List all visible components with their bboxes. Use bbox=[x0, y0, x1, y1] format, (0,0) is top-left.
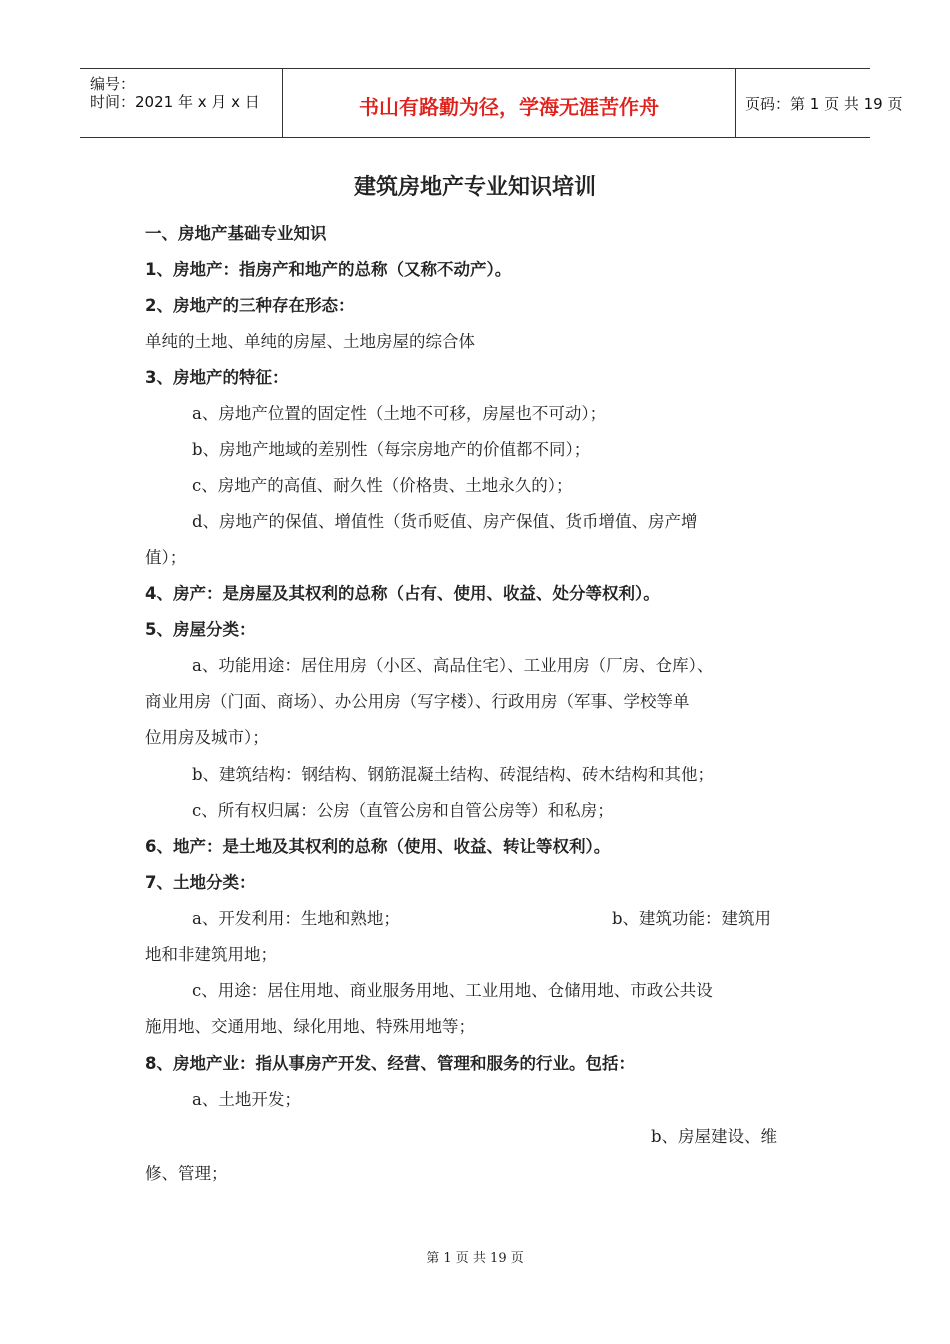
list-item-continuation: 值）； bbox=[145, 548, 187, 567]
list-item: b、房地产地域的差别性（每宗房地产的价值都不同）； bbox=[192, 440, 591, 459]
list-item-continuation: 地和非建筑用地； bbox=[145, 945, 277, 964]
number-label: 编号： bbox=[90, 75, 136, 93]
paragraph-line: 6、地产：是土地及其权利的总称（使用、收益、转让等权利）。 bbox=[145, 837, 611, 856]
header-left-cell bbox=[80, 69, 282, 137]
section-heading: 一、房地产基础专业知识 bbox=[145, 224, 327, 243]
list-item-continuation: 修、管理； bbox=[145, 1164, 228, 1183]
header-motto-cell bbox=[282, 69, 736, 137]
paragraph-line: 4、房产：是房屋及其权利的总称（占有、使用、收益、处分等权利）。 bbox=[145, 584, 660, 603]
list-item: a、功能用途：居住用房（小区、高品住宅）、工业用房（厂房、仓库）、 bbox=[192, 656, 714, 675]
list-item: a、房地产位置的固定性（土地不可移，房屋也不可动）； bbox=[192, 404, 607, 423]
header-page-cell bbox=[735, 69, 903, 137]
paragraph-line: 3、房地产的特征： bbox=[145, 368, 289, 387]
paragraph-line: 1、房地产：指房产和地产的总称（又称不动产）。 bbox=[145, 260, 512, 279]
list-item: d、房地产的保值、增值性（货币贬值、房产保值、货币增值、房产增 bbox=[192, 512, 698, 531]
list-item-continuation: 位用房及城市）； bbox=[145, 728, 269, 747]
list-item: a、土地开发； bbox=[192, 1090, 301, 1109]
page-footer: 第 1 页 共 19 页 bbox=[426, 1251, 524, 1266]
list-item: b、房屋建设、维 bbox=[651, 1127, 778, 1146]
page-info: 页码：第 1 页 共 19 页 bbox=[745, 95, 903, 113]
paragraph-line: 5、房屋分类： bbox=[145, 620, 256, 639]
time-label: 时间：2021 年 x 月 x 日 bbox=[90, 93, 260, 111]
list-item: c、房地产的高值、耐久性（价格贵、土地永久的）； bbox=[192, 476, 573, 495]
header-table bbox=[80, 68, 903, 138]
paragraph-line: 2、房地产的三种存在形态： bbox=[145, 296, 355, 315]
motto-text: 书山有路勤为径，学海无涯苦作舟 bbox=[359, 95, 659, 119]
list-item-continuation: 商业用房（门面、商场）、办公用房（写字楼）、行政用房（军事、学校等单 bbox=[145, 692, 690, 711]
list-item-continuation: 施用地、交通用地、绿化用地、特殊用地等； bbox=[145, 1017, 475, 1036]
list-item: c、所有权归属：公房（直管公房和自管公房等）和私房； bbox=[192, 801, 614, 820]
list-item: b、建筑结构：钢结构、钢筋混凝土结构、砖混结构、砖木结构和其他； bbox=[192, 765, 715, 784]
list-item: b、建筑功能：建筑用 bbox=[612, 909, 772, 928]
paragraph-line: 7、土地分类： bbox=[145, 873, 256, 892]
paragraph-line: 单纯的土地、单纯的房屋、土地房屋的综合体 bbox=[145, 332, 475, 351]
list-item: c、用途：居住用地、商业服务用地、工业用地、仓储用地、市政公共设 bbox=[192, 981, 713, 1000]
list-item: a、开发利用：生地和熟地； bbox=[192, 909, 400, 928]
document-title: 建筑房地产专业知识培训 bbox=[353, 175, 596, 200]
paragraph-line: 8、房地产业：指从事房产开发、经营、管理和服务的行业。包括： bbox=[145, 1054, 635, 1073]
